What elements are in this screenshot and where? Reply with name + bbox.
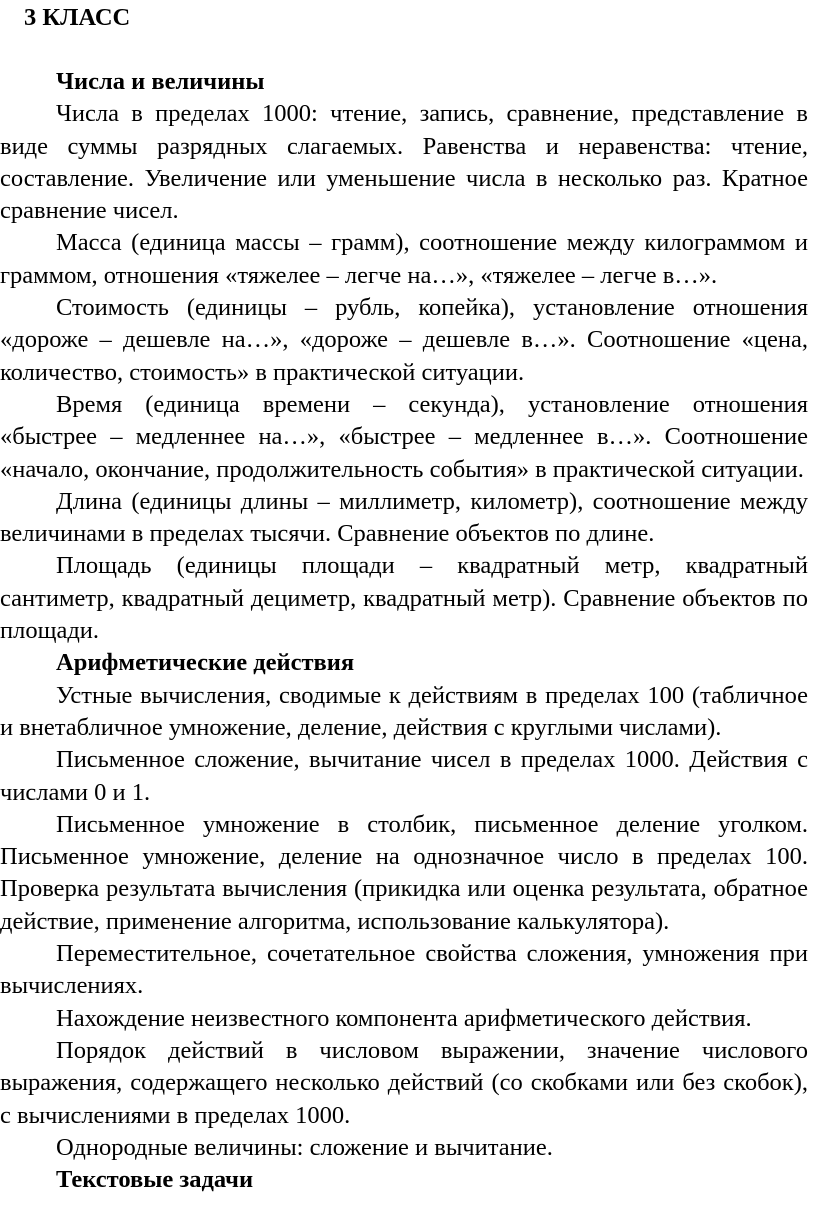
section-arithmetic-operations (0, 647, 808, 1164)
paragraph: Числа в пределах 1000: чтение, запись, сравнение, представление в виде суммы разрядных слагаемых. Равенства и неравенства: чтение, составление. Увеличение или уменьшение числа в несколько раз. Кратное сравнение чисел. (0, 100, 808, 225)
paragraph: Время (единица времени – секунда), установление отношения «быстрее – медленнее на…», «быстрее – медленнее в…». Соотношение «начало, окончание, продолжительность события» в практической ситуации. (0, 390, 808, 483)
paragraph: Порядок действий в числовом выражении, значение числового выражения, содержащего несколько действий (со скобками или без скобок), с вычислениями в пределах 1000. (0, 1036, 808, 1129)
section-numbers-and-quantities (0, 66, 808, 647)
paragraph: Площадь (единицы площади – квадратный метр, квадратный сантиметр, квадратный дециметр, квадратный метр). Сравнение объектов по площади. (0, 552, 808, 645)
paragraph: Письменное умножение в столбик, письменное деление уголком. Письменное умножение, деление на однозначное число в пределах 100. Проверка результата вычисления (прикидка или оценка результата, обратное действие, применение алгоритма, использование калькулятора). (0, 810, 808, 935)
section-heading: Текстовые задачи (56, 1166, 254, 1194)
section-heading: Числа и величины (56, 68, 265, 95)
section-word-problems (0, 1164, 808, 1196)
paragraph: Устные вычисления, сводимые к действиям в пределах 100 (табличное и внетабличное умножение, деление, действия с круглыми числами). (0, 681, 808, 741)
paragraph: Переместительное, сочетательное свойства сложения, умножения при вычислениях. (0, 940, 808, 1000)
paragraph: Нахождение неизвестного компонента арифметического действия. (56, 1004, 752, 1032)
paragraph: Масса (единица массы – грамм), соотношение между килограммом и граммом, отношения «тяжелее – легче на…», «тяжелее – легче в…». (0, 229, 808, 289)
title-spacer (0, 34, 808, 66)
section-heading: Арифметические действия (56, 649, 355, 677)
paragraph: Письменное сложение, вычитание чисел в пределах 1000. Действия с числами 0 и 1. (0, 746, 808, 806)
paragraph: Однородные величины: сложение и вычитание. (56, 1133, 553, 1161)
paragraph: Стоимость (единицы – рубль, копейка), установление отношения «дороже – дешевле на…», «дороже – дешевле в…». Соотношение «цена, количество, стоимость» в практической ситуации. (0, 294, 808, 386)
paragraph: Длина (единицы длины – миллиметр, километр), соотношение между величинами в пределах тысячи. Сравнение объектов по длине. (0, 487, 808, 548)
page-title: 3 КЛАСС (24, 4, 131, 31)
